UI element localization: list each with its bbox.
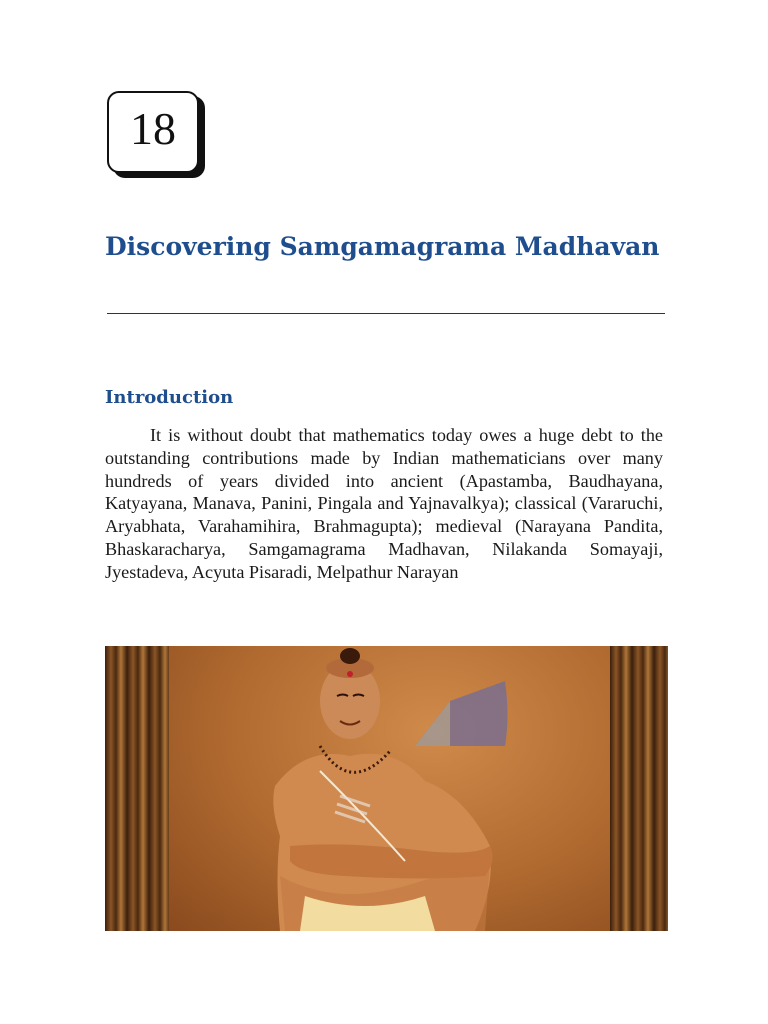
madhavan-portrait-image [105, 646, 668, 931]
intro-paragraph: It is without doubt that mathematics today owes a huge debt to the outstanding contributions made by Indian mathematicians over many hundreds of years divided into ancient (Apastamba, Baudhayana, Katyayana, Manava, Panini, Pingala and Yajnavalkya); classical (Vararuchi, Aryabhata, Varahamihira, Brahmagupta); medieval (Narayana Pandita, Bhaskaracharya, Samgamagrama Madhavan, Nilakanda Somayaji, Jyestadeva, Acyuta Pisaradi, Melpathur Narayan [105, 425, 663, 582]
title-divider [107, 313, 665, 314]
chapter-title: Discovering Samgamagrama Madhavan [105, 232, 660, 261]
section-heading: Introduction [105, 387, 234, 408]
portrait-figure [105, 646, 668, 931]
figure-head [320, 648, 380, 739]
chapter-number: 18 [130, 103, 176, 154]
pie-sketch [415, 681, 508, 746]
figure-body [273, 746, 492, 931]
chapter-number-box [107, 91, 199, 173]
